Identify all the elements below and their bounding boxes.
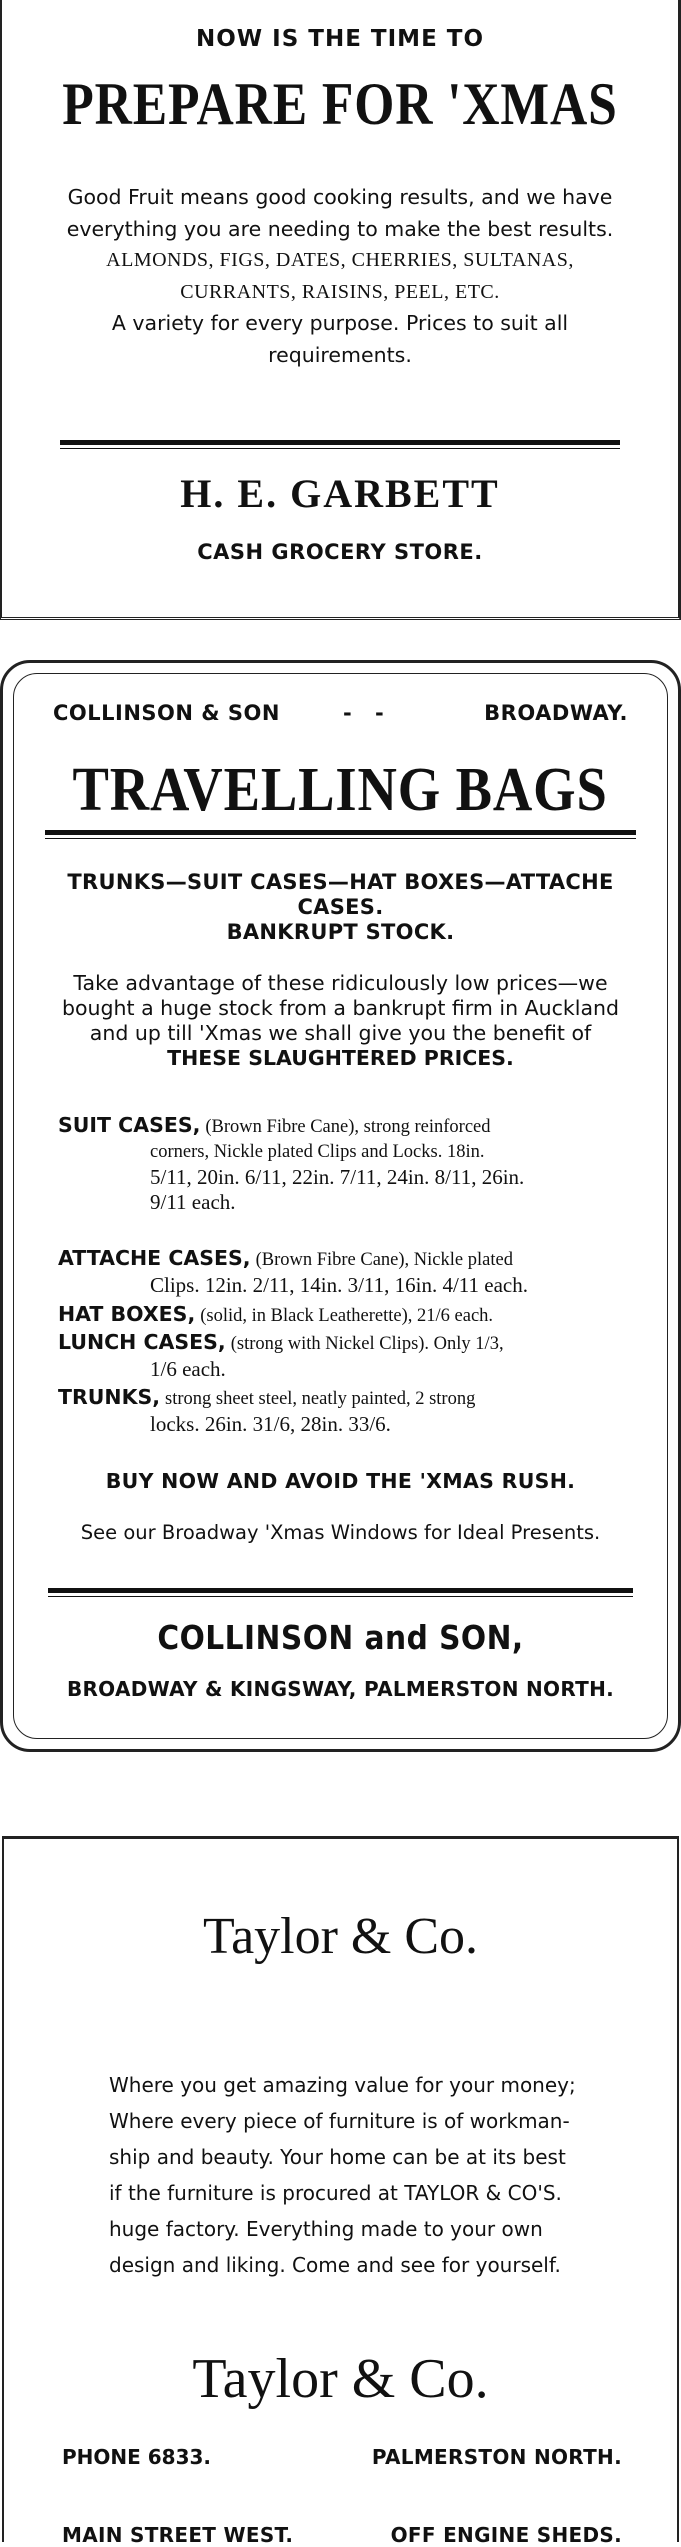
ad2-firm-short: COLLINSON & SON	[53, 701, 280, 725]
item-text: (solid, in Black Leatherette), 21/6 each.	[200, 1306, 494, 1326]
ad2-item-suit-cases	[58, 1113, 628, 1215]
ad3-body-line: if the furniture is procured at TAYLOR & CO'S.	[109, 2181, 562, 2205]
ad1-body	[42, 182, 638, 371]
item-heading: TRUNKS,	[58, 1385, 161, 1409]
ad2-item-lunch-cases	[58, 1330, 628, 1382]
item-text: 9/11 each.	[150, 1190, 236, 1214]
ad2-firm-name	[3, 1618, 678, 1657]
ad1-body-line: requirements.	[268, 342, 412, 367]
item-text: locks. 26in. 31/6, 28in. 33/6.	[150, 1412, 391, 1436]
ad2-paragraph-line: bought a huge stock from a bankrupt firm in Auckland	[61, 996, 620, 1020]
item-text: (Brown Fibre Cane), Nickle plated	[255, 1250, 513, 1270]
item-text: Clips. 12in. 2/11, 14in. 3/11, 16in. 4/11 each.	[150, 1273, 528, 1297]
ad2-street: BROADWAY.	[484, 701, 628, 725]
garbett-advertisement	[0, 0, 681, 620]
ad3-body-line: Where you get amazing value for your money;	[109, 2073, 576, 2097]
ad2-intro-line: CASES.	[297, 895, 384, 919]
ad1-double-rule	[60, 440, 620, 449]
ad1-body-line: ALMONDS, FIGS, DATES, CHERRIES, SULTANAS,	[106, 249, 574, 271]
ad2-headline-text: TRAVELLING BAGS	[72, 756, 609, 824]
taylor-advertisement	[2, 1836, 679, 2547]
collinson-advertisement	[0, 660, 681, 1752]
ad1-headline	[2, 70, 678, 139]
ad3-street: MAIN STREET WEST.	[62, 2523, 294, 2547]
ad3-body-line: huge factory. Everything made to your own	[109, 2217, 543, 2241]
ad2-paragraph-line: Take advantage of these ridiculously low prices—we	[73, 971, 608, 995]
ad2-firm-name-text: COLLINSON and SON,	[157, 1618, 524, 1657]
ad2-item-trunks	[58, 1385, 628, 1437]
ad2-top-rule	[45, 830, 636, 839]
item-heading: HAT BOXES,	[58, 1302, 196, 1326]
ad2-paragraph	[59, 971, 622, 1071]
ad2-item-hat-boxes	[58, 1302, 628, 1329]
ad2-headline	[3, 755, 678, 826]
item-text: corners, Nickle plated Clips and Locks. 18in.	[150, 1142, 485, 1162]
ad3-sheds: OFF ENGINE SHEDS.	[390, 2523, 622, 2547]
ad2-paragraph-line: and up till 'Xmas we shall give you the benefit of	[89, 1021, 592, 1045]
item-text: (strong with Nickel Clips). Only 1/3,	[230, 1334, 504, 1354]
ad2-see-windows: See our Broadway 'Xmas Windows for Ideal Presents.	[80, 1521, 601, 1544]
ad1-store-subtitle: CASH GROCERY STORE.	[197, 540, 483, 564]
ad2-double-rule	[48, 1588, 633, 1597]
item-text: 1/6 each.	[150, 1357, 226, 1381]
item-text: (Brown Fibre Cane), strong reinforced	[205, 1117, 491, 1137]
ad2-intro	[43, 870, 638, 945]
ad3-body	[109, 2067, 617, 2283]
item-text: strong sheet steel, neatly painted, 2 strong	[165, 1389, 476, 1409]
ad3-town: PALMERSTON NORTH.	[371, 2445, 622, 2469]
ad1-headline-text: PREPARE FOR 'XMAS	[62, 71, 618, 137]
ad3-name-top: Taylor & Co.	[202, 1908, 479, 1965]
ad2-item-attache-cases	[58, 1246, 628, 1298]
ad2-buy-now: BUY NOW AND AVOID THE 'XMAS RUSH.	[105, 1469, 576, 1493]
ad1-store-name: H. E. GARBETT	[180, 471, 500, 516]
ad2-address: BROADWAY & KINGSWAY, PALMERSTON NORTH.	[66, 1677, 615, 1701]
item-heading: SUIT CASES,	[58, 1113, 201, 1137]
item-heading: ATTACHE CASES,	[58, 1246, 251, 1270]
item-text: 5/11, 20in. 6/11, 22in. 7/11, 24in. 8/11, 26in.	[150, 1165, 525, 1189]
ad3-body-line: ship and beauty. Your home can be at its best	[109, 2145, 566, 2169]
ad1-body-line: CURRANTS, RAISINS, PEEL, ETC.	[180, 280, 500, 303]
ad3-body-line: Where every piece of furniture is of workman-	[109, 2109, 570, 2133]
ad2-paragraph-line: THESE SLAUGHTERED PRICES.	[167, 1046, 514, 1070]
ad3-name-bottom: Taylor & Co.	[192, 2348, 489, 2410]
item-heading: LUNCH CASES,	[58, 1330, 226, 1354]
ad1-body-line: everything you are needing to make the best results.	[66, 216, 614, 241]
ad2-dashes: - -	[343, 701, 392, 725]
ad1-body-line: Good Fruit means good cooking results, and we have	[67, 185, 613, 209]
ad1-body-line: A variety for every purpose. Prices to suit all	[111, 311, 569, 335]
ad2-intro-line: TRUNKS—SUIT CASES—HAT BOXES—ATTACHE	[67, 870, 614, 894]
ad1-kicker: NOW IS THE TIME TO	[195, 26, 485, 52]
ad2-intro-line: BANKRUPT STOCK.	[226, 920, 455, 944]
ad3-phone: PHONE 6833.	[62, 2445, 212, 2469]
ad3-body-line: design and liking. Come and see for yourself.	[109, 2253, 561, 2277]
